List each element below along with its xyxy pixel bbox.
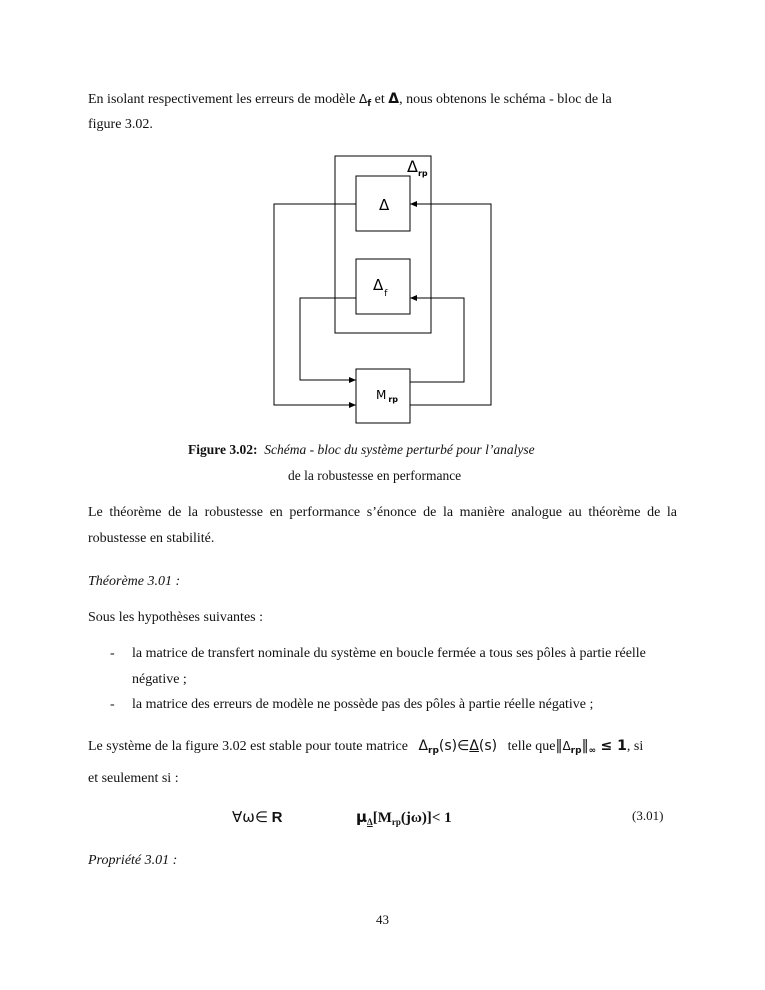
caption-title-line1: Schéma - bloc du système perturbé pour l’analyse (264, 442, 535, 457)
mrp-label: M $_{rp}$ (376, 388, 399, 404)
delta-to-mrp-line (274, 204, 356, 405)
delta-symbol: Δ (388, 91, 400, 107)
equation-number: (3.01) (632, 808, 664, 823)
figure-caption (188, 438, 608, 462)
equation-mu: $\mu_\Delta[M_{rp}(j\omega)]< 1$ (356, 808, 452, 827)
delta-f-label: $\Delta_f$ (373, 276, 388, 299)
intro-text-part1: En isolant respectivement les erreurs de modèle (88, 92, 356, 107)
intro-line2: figure 3.02. (88, 117, 153, 132)
intro-text-part2: , nous obtenons le schéma - bloc de la (399, 92, 612, 107)
page-number: 43 (376, 912, 389, 927)
delta-label: Δ (379, 196, 390, 214)
delta-rp-label: $\Delta_{rp}$ (407, 157, 428, 178)
caption-title-line2: de la robustesse en performance (288, 468, 462, 483)
stability-text-part1: Le système de la figure 3.02 est stable pour toute matrice (88, 739, 408, 754)
stability-telle-que: telle que (507, 739, 556, 754)
delta-f-symbol: $\Delta_f$ (358, 92, 372, 109)
bullet-dash: - (110, 697, 115, 712)
theorem-intro-paragraph: Le théorème de la robustesse en performance s’énonce de la manière analogue au théorème de la robustesse en stabilité. (88, 505, 677, 546)
delta-rp-box (335, 156, 431, 333)
bullet-dash: - (110, 646, 115, 661)
bullet-item-2 (110, 692, 677, 718)
block-diagram (0, 150, 765, 450)
mrp-to-delta-f-line (410, 298, 464, 382)
hypotheses-intro: Sous les hypothèses suivantes : (88, 610, 263, 625)
equation-forall: ∀ω∈ R (232, 808, 283, 826)
caption-label: Figure 3.02: (188, 442, 258, 457)
intro-et: et (374, 92, 385, 107)
bullet-text: la matrice des erreurs de modèle ne possède pas des pôles à partie réelle négative ; (132, 697, 594, 712)
stability-statement (88, 733, 677, 764)
mrp-to-delta-line (410, 204, 491, 405)
bullet-text: la matrice de transfert nominale du système en boucle fermée a tous ses pôles à partie réelle négative ; (132, 646, 646, 687)
stability-si: , si (626, 739, 644, 754)
norm-math: $‖\Delta_{rp}‖_\infty \le 1$ (555, 738, 627, 756)
stability-line2: et seulement si : (88, 771, 179, 786)
theorem-title: Théorème 3.01 : (88, 574, 181, 589)
delta-rp-math: $\Delta_{rp}(s)\in\Delta(s)$ (418, 738, 498, 756)
property-title: Propriété 3.01 : (88, 853, 178, 868)
delta-f-to-mrp-line (300, 298, 356, 380)
bullet-item-1 (110, 641, 677, 693)
